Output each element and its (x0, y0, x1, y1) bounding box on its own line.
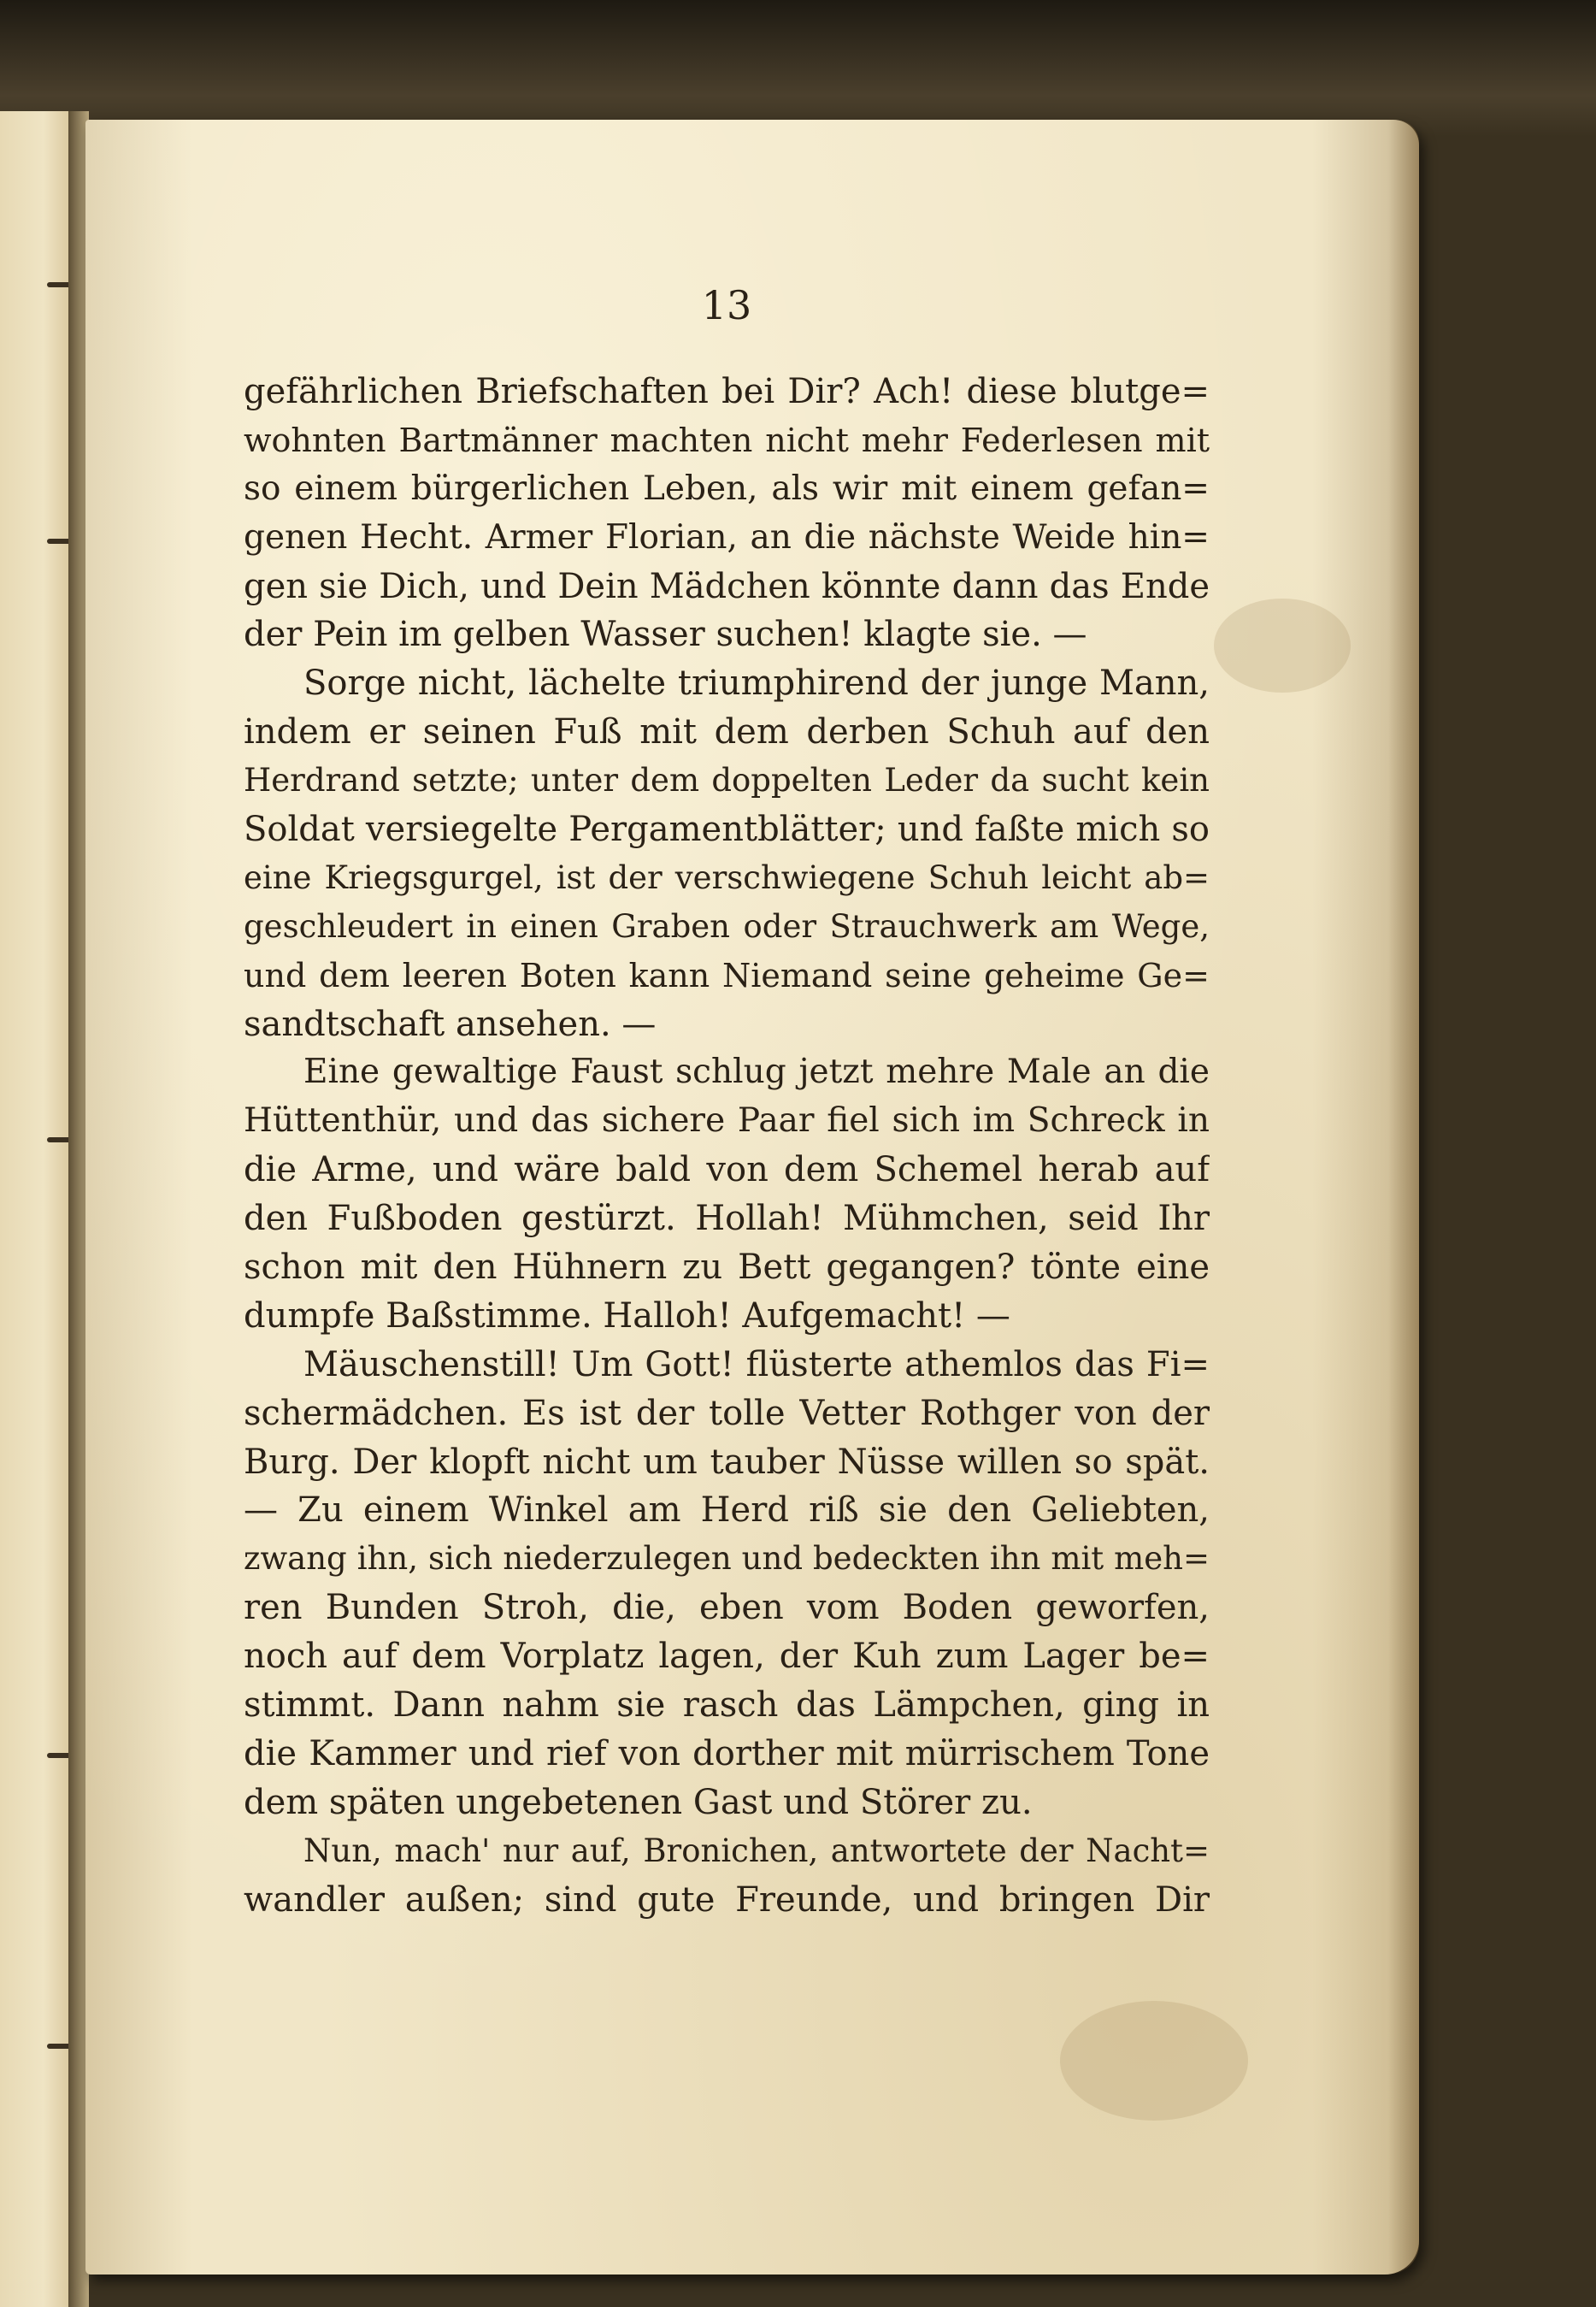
body-text (244, 368, 1210, 1925)
text-line: schermädchen. Es ist der tolle Vetter Rothger von der (244, 1393, 1210, 1433)
text-line: den Fußboden gestürzt. Hollah! Mühmchen, seid Ihr (244, 1199, 1210, 1239)
text-line: Mäuschenstill! Um Gott! flüsterte athemlos das Fi= (303, 1344, 1210, 1384)
text-line: geschleudert in einen Graben oder Strauchwerk am Wege, (244, 907, 1210, 945)
text-line: genen Hecht. Armer Florian, an die nächste Weide hin= (244, 517, 1210, 557)
text-line: dem späten ungebetenen Gast und Störer zu. (244, 1782, 1033, 1822)
text-line: indem er seinen Fuß mit dem derben Schuh auf den (244, 712, 1210, 752)
text-line: die Arme, und wäre bald von dem Schemel herab auf (244, 1150, 1210, 1190)
text-line: gefährlichen Briefschaften bei Dir? Ach! diese blutge= (244, 372, 1210, 411)
text-line: sandtschaft ansehen. — (244, 1004, 657, 1044)
paper-stain (1214, 599, 1351, 693)
facing-page-edge (0, 111, 74, 2307)
text-line: — Zu einem Winkel am Herd riß sie den Geliebten, (244, 1490, 1210, 1531)
text-line: Herdrand setzte; unter dem doppelten Leder da sucht kein (244, 762, 1210, 799)
text-line: wandler außen; sind gute Freunde, und bringen Dir (244, 1879, 1210, 1920)
text-line: Hüttenthür, und das sichere Paar fiel sich im Schreck in (244, 1101, 1210, 1141)
text-line: stimmt. Dann nahm sie rasch das Lämpchen, ging in (244, 1685, 1210, 1726)
text-line: und dem leeren Boten kann Niemand seine geheime Ge= (244, 956, 1210, 994)
text-line: Soldat versiegelte Pergamentblätter; und faßte mich so (244, 810, 1210, 850)
text-line: zwang ihn, sich niederzulegen und bedeckten ihn mit meh= (244, 1540, 1210, 1578)
text-line: so einem bürgerlichen Leben, als wir mit einem gefan= (244, 469, 1210, 508)
text-line: eine Kriegsgurgel, ist der verschwiegene Schuh leicht ab= (244, 858, 1210, 896)
text-line: der Pein im gelben Wasser suchen! klagte sie. — (244, 615, 1087, 655)
paper-stain (1060, 2001, 1248, 2121)
text-line: die Kammer und rief von dorther mit mürrischem Tone (244, 1733, 1210, 1773)
page-number: 13 (701, 282, 752, 328)
text-line: noch auf dem Vorplatz lagen, der Kuh zum Lager be= (244, 1637, 1210, 1677)
text-line: ren Bunden Stroh, die, eben vom Boden geworfen, (244, 1588, 1210, 1628)
text-line: gen sie Dich, und Dein Mädchen könnte dann das Ende (244, 566, 1210, 606)
text-line: wohnten Bartmänner machten nicht mehr Federlesen mit (244, 421, 1210, 459)
page-edge-shading (1388, 120, 1419, 2275)
text-line: Burg. Der klopft nicht um tauber Nüsse willen so spät. (244, 1442, 1210, 1482)
text-line: Nun, mach' nur auf, Bronichen, antwortete der Nacht= (303, 1832, 1210, 1869)
text-line: schon mit den Hühnern zu Bett gegangen? tönte eine (244, 1248, 1210, 1288)
book-binding-top (0, 0, 1596, 137)
text-line: dumpfe Baßstimme. Halloh! Aufgemacht! — (244, 1295, 1010, 1336)
text-line: Eine gewaltige Faust schlug jetzt mehre Male an die (303, 1053, 1210, 1092)
text-line: Sorge nicht, lächelte triumphirend der junge Mann, (303, 664, 1210, 704)
